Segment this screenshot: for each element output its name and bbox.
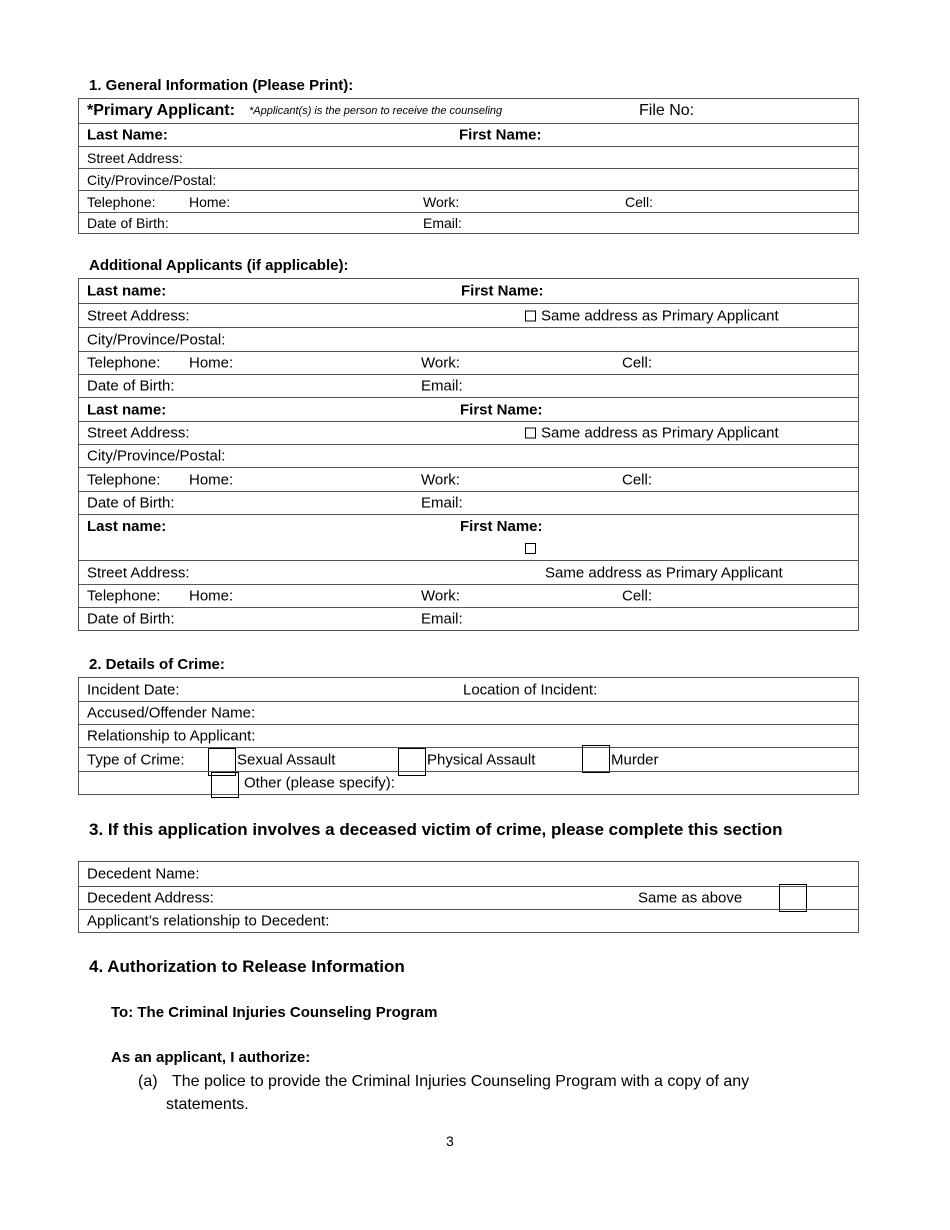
- add2-street-label[interactable]: Street Address:: [87, 424, 190, 442]
- primary-applicant-label: *Primary Applicant:: [87, 102, 235, 119]
- first-name-label[interactable]: First Name:: [459, 126, 542, 144]
- relationship-row: [79, 724, 858, 747]
- add3-last-name-label[interactable]: Last name:: [87, 518, 167, 535]
- authorization-to: To: The Criminal Injuries Counseling Program: [111, 1004, 438, 1021]
- location-label[interactable]: Location of Incident:: [463, 681, 598, 698]
- add1-name-row: [79, 279, 858, 303]
- add1-dob-label[interactable]: Date of Birth:: [87, 377, 175, 395]
- add2-street-row: [79, 421, 858, 444]
- decedent-relationship-label[interactable]: Applicant’s relationship to Decedent:: [87, 912, 330, 930]
- add1-same-address-label: Same address as Primary Applicant: [541, 307, 779, 324]
- section3-heading: 3. If this application involves a deceased victim of crime, please complete this section: [89, 820, 783, 839]
- add1-same-address[interactable]: [525, 307, 779, 324]
- name-row: [79, 123, 858, 146]
- add3-email-label[interactable]: Email:: [421, 610, 463, 628]
- add1-work-label[interactable]: Work:: [421, 354, 460, 372]
- murder-label: Murder: [611, 751, 659, 768]
- other-crime-row: [79, 771, 858, 794]
- add2-email-label[interactable]: Email:: [421, 494, 463, 512]
- add1-last-name-label[interactable]: Last name:: [87, 282, 167, 300]
- decedent-table: [78, 861, 859, 933]
- add3-street-label[interactable]: Street Address:: [87, 564, 190, 581]
- accused-row: [79, 701, 858, 724]
- item-a-text-line2: statements.: [166, 1096, 249, 1113]
- add3-name-row: [79, 514, 858, 560]
- dob-row: [79, 212, 858, 233]
- physical-assault-label: Physical Assault: [427, 751, 536, 768]
- item-a-text-line1: The police to provide the Criminal Injuries Counseling Program with a copy of any: [172, 1073, 750, 1090]
- file-no-label[interactable]: File No:: [639, 102, 695, 119]
- street-address-label[interactable]: Street Address:: [87, 149, 183, 166]
- section1-heading: 1. General Information (Please Print):: [89, 77, 354, 94]
- add2-dob-row: [79, 491, 858, 514]
- primary-applicant-row: [79, 99, 858, 123]
- primary-applicant-note: *Applicant(s) is the person to receive the counseling: [249, 105, 503, 117]
- primary-applicant-table: [78, 98, 859, 234]
- last-name-label[interactable]: Last Name:: [87, 126, 168, 144]
- sexual-assault-label: Sexual Assault: [237, 751, 336, 768]
- add2-city-label[interactable]: City/Province/Postal:: [87, 447, 226, 465]
- add1-home-label[interactable]: Home:: [189, 354, 234, 372]
- add2-dob-label[interactable]: Date of Birth:: [87, 494, 175, 512]
- murder-checkbox[interactable]: [582, 745, 610, 773]
- additional-applicants-table: [78, 278, 859, 631]
- add2-cell-label[interactable]: Cell:: [622, 471, 653, 488]
- add1-street-row: [79, 303, 858, 327]
- add1-telephone-label: Telephone:: [87, 354, 161, 372]
- home-phone-label[interactable]: Home:: [189, 193, 231, 210]
- checkbox-icon[interactable]: [525, 428, 536, 439]
- add2-city-row: [79, 444, 858, 467]
- authorization-intro: As an applicant, I authorize:: [111, 1049, 311, 1066]
- street-row: [79, 146, 858, 168]
- incident-row: [79, 678, 858, 701]
- add3-same-address-label: Same address as Primary Applicant: [545, 564, 783, 581]
- dob-label[interactable]: Date of Birth:: [87, 215, 169, 231]
- add3-street-row: [79, 560, 858, 584]
- same-as-above-label: Same as above: [638, 889, 743, 907]
- decedent-address-row: [79, 886, 858, 909]
- incident-date-label[interactable]: Incident Date:: [87, 681, 180, 698]
- other-crime-checkbox[interactable]: [211, 772, 239, 798]
- add2-same-address-label: Same address as Primary Applicant: [541, 424, 779, 442]
- decedent-name-label[interactable]: Decedent Name:: [87, 865, 200, 883]
- crime-type-row: [79, 747, 858, 771]
- crime-type-label: Type of Crime:: [87, 751, 185, 768]
- cell-phone-label[interactable]: Cell:: [625, 193, 654, 210]
- checkbox-icon[interactable]: [525, 543, 536, 554]
- add3-home-label[interactable]: Home:: [189, 587, 234, 605]
- add3-work-label[interactable]: Work:: [421, 587, 460, 605]
- email-label[interactable]: Email:: [423, 215, 462, 231]
- add1-email-label[interactable]: Email:: [421, 377, 463, 395]
- relationship-label[interactable]: Relationship to Applicant:: [87, 727, 256, 745]
- add2-work-label[interactable]: Work:: [421, 471, 460, 488]
- add1-cell-label[interactable]: Cell:: [622, 354, 653, 372]
- add1-city-label[interactable]: City/Province/Postal:: [87, 331, 226, 348]
- page-number: 3: [446, 1133, 454, 1149]
- city-row: [79, 168, 858, 190]
- add3-dob-label[interactable]: Date of Birth:: [87, 610, 175, 628]
- add3-dob-row: [79, 607, 858, 630]
- add1-first-name-label[interactable]: First Name:: [461, 282, 544, 300]
- item-a-label: (a): [138, 1073, 158, 1090]
- accused-label[interactable]: Accused/Offender Name:: [87, 704, 256, 722]
- add3-first-name-label[interactable]: First Name:: [460, 518, 543, 535]
- telephone-row: [79, 190, 858, 212]
- additional-heading: Additional Applicants (if applicable):: [89, 257, 349, 274]
- section2-heading: 2. Details of Crime:: [89, 656, 225, 673]
- crime-details-table: [78, 677, 859, 795]
- other-crime-label[interactable]: Other (please specify):: [244, 774, 395, 792]
- add2-home-label[interactable]: Home:: [189, 471, 234, 488]
- add2-first-name-label[interactable]: First Name:: [460, 401, 543, 418]
- decedent-relationship-row: [79, 909, 858, 932]
- add1-dob-row: [79, 374, 858, 397]
- add2-name-row: [79, 397, 858, 421]
- work-phone-label[interactable]: Work:: [423, 193, 460, 210]
- section4-heading: 4. Authorization to Release Information: [89, 957, 405, 976]
- add1-street-label[interactable]: Street Address:: [87, 307, 190, 324]
- city-label[interactable]: City/Province/Postal:: [87, 171, 217, 188]
- add3-cell-label[interactable]: Cell:: [622, 587, 653, 605]
- decedent-name-row: [79, 862, 858, 886]
- add2-telephone-label: Telephone:: [87, 471, 161, 488]
- add2-telephone-row: [79, 467, 858, 491]
- add3-telephone-row: [79, 584, 858, 607]
- add1-city-row: [79, 327, 858, 351]
- add1-telephone-row: [79, 351, 858, 374]
- decedent-address-label[interactable]: Decedent Address:: [87, 889, 214, 907]
- add3-telephone-label: Telephone:: [87, 587, 161, 605]
- same-as-above-checkbox[interactable]: [779, 884, 807, 912]
- add2-last-name-label[interactable]: Last name:: [87, 401, 167, 418]
- checkbox-icon[interactable]: [525, 310, 536, 321]
- add2-same-address[interactable]: [525, 425, 779, 442]
- telephone-label: Telephone:: [87, 193, 156, 210]
